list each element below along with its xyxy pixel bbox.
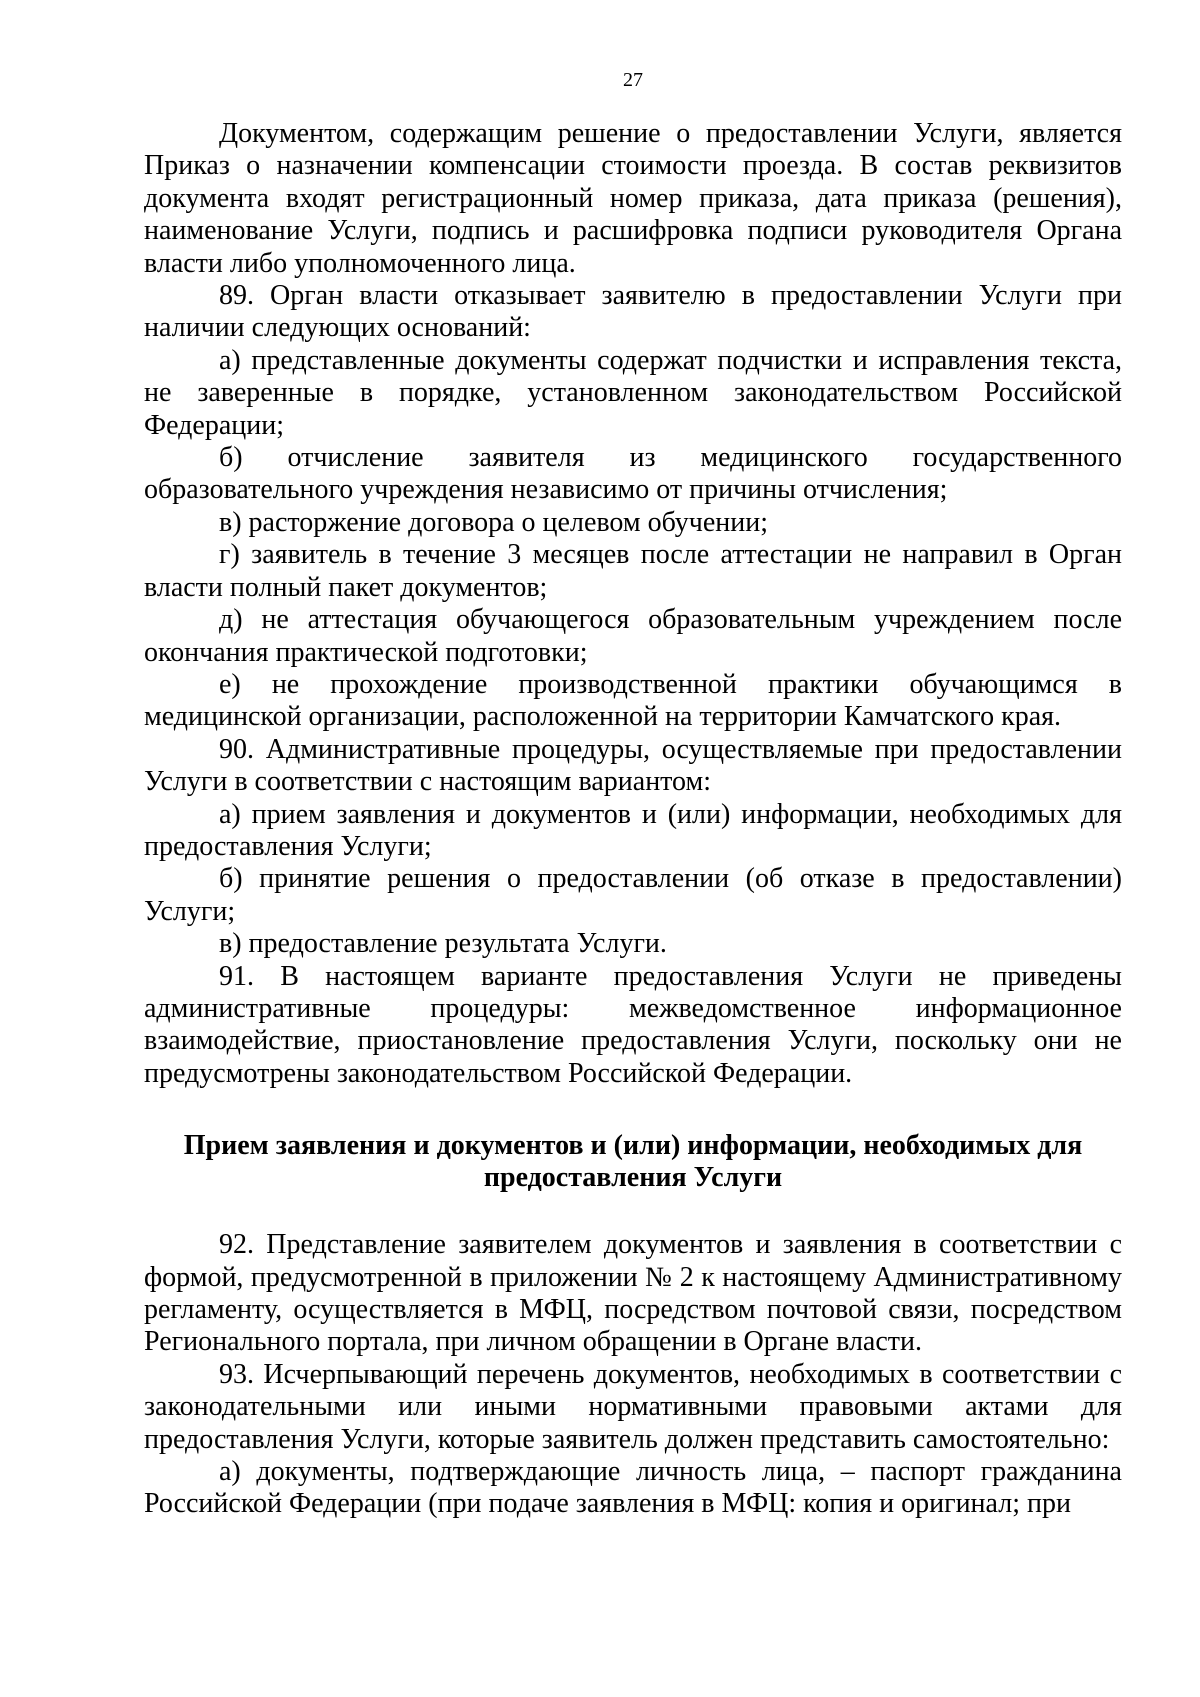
list-item-90-b: б) принятие решения о предоставлении (об отказе в предоставлении) Услуги; [144,863,1122,927]
paragraph-93: 93. Исчерпывающий перечень документов, необходимых в соответствии с законодательными или иными нормативными правовыми актами для предоставления Услуги, которые заявитель должен представить самостоятельно: [144,1358,1122,1455]
section-heading-line-2: предоставления Услуги [483,1162,783,1194]
list-item-89-b: б) отчисление заявителя из медицинского государственного образовательного учреждения независимо от причины отчисления; [144,442,1122,506]
list-item-89-v: в) расторжение договора о целевом обучении; [219,506,769,538]
list-item-89-g: г) заявитель в течение 3 месяцев после аттестации не направил в Орган власти полный пакет документов; [144,539,1122,603]
paragraph-90: 90. Административные процедуры, осуществляемые при предоставлении Услуги в соответствии с настоящим вариантом: [144,733,1122,798]
paragraph-91: 91. В настоящем варианте предоставления Услуги не приведены административные процедуры: межведомственное информационное взаимодействие, приостановление предоставления Услуги, поскольку они не предусмотрены законодательством Российской Федерации. [144,960,1122,1089]
list-item-90-v: в) предоставление результата Услуги. [219,928,667,960]
list-item-89-d: д) не аттестация обучающегося образовательным учреждением после окончания практической подготовки; [144,604,1122,668]
paragraph-89: 89. Орган власти отказывает заявителю в предоставлении Услуги при наличии следующих оснований: [144,280,1122,344]
section-heading [144,1130,1122,1194]
document-body [144,118,1122,1521]
page-number: 27 [623,69,643,91]
paragraph-result-document: Документом, содержащим решение о предоставлении Услуги, является Приказ о назначении компенсации стоимости проезда. В состав реквизитов документа входят регистрационный номер приказа, дата приказа (решения), наименование Услуги, подпись и расшифровка подписи руководителя Органа власти либо уполномоченного лица. [144,118,1122,279]
list-item-93-a: а) документы, подтверждающие личность лица, – паспорт гражданина Российской Федерации (при подаче заявления в МФЦ: копия и оригинал; при [144,1456,1122,1520]
list-item-89-e: е) не прохождение производственной практики обучающимся в медицинской организации, расположенной на территории Камчатского края. [144,668,1122,733]
list-item-90-a: а) прием заявления и документов и (или) информации, необходимых для предоставления Услуги; [144,798,1122,862]
paragraph-92: 92. Представление заявителем документов и заявления в соответствии с формой, предусмотренной в приложении № 2 к настоящему Административному регламенту, осуществляется в МФЦ, посредством почтовой связи, посредством Регионального портала, при личном обращении в Органе власти. [144,1229,1122,1358]
section-heading-line-1: Прием заявления и документов и (или) информации, необходимых для [183,1130,1083,1162]
list-item-89-a: а) представленные документы содержат подчистки и исправления текста, не заверенные в порядке, установленном законодательством Российской Федерации; [144,344,1122,441]
